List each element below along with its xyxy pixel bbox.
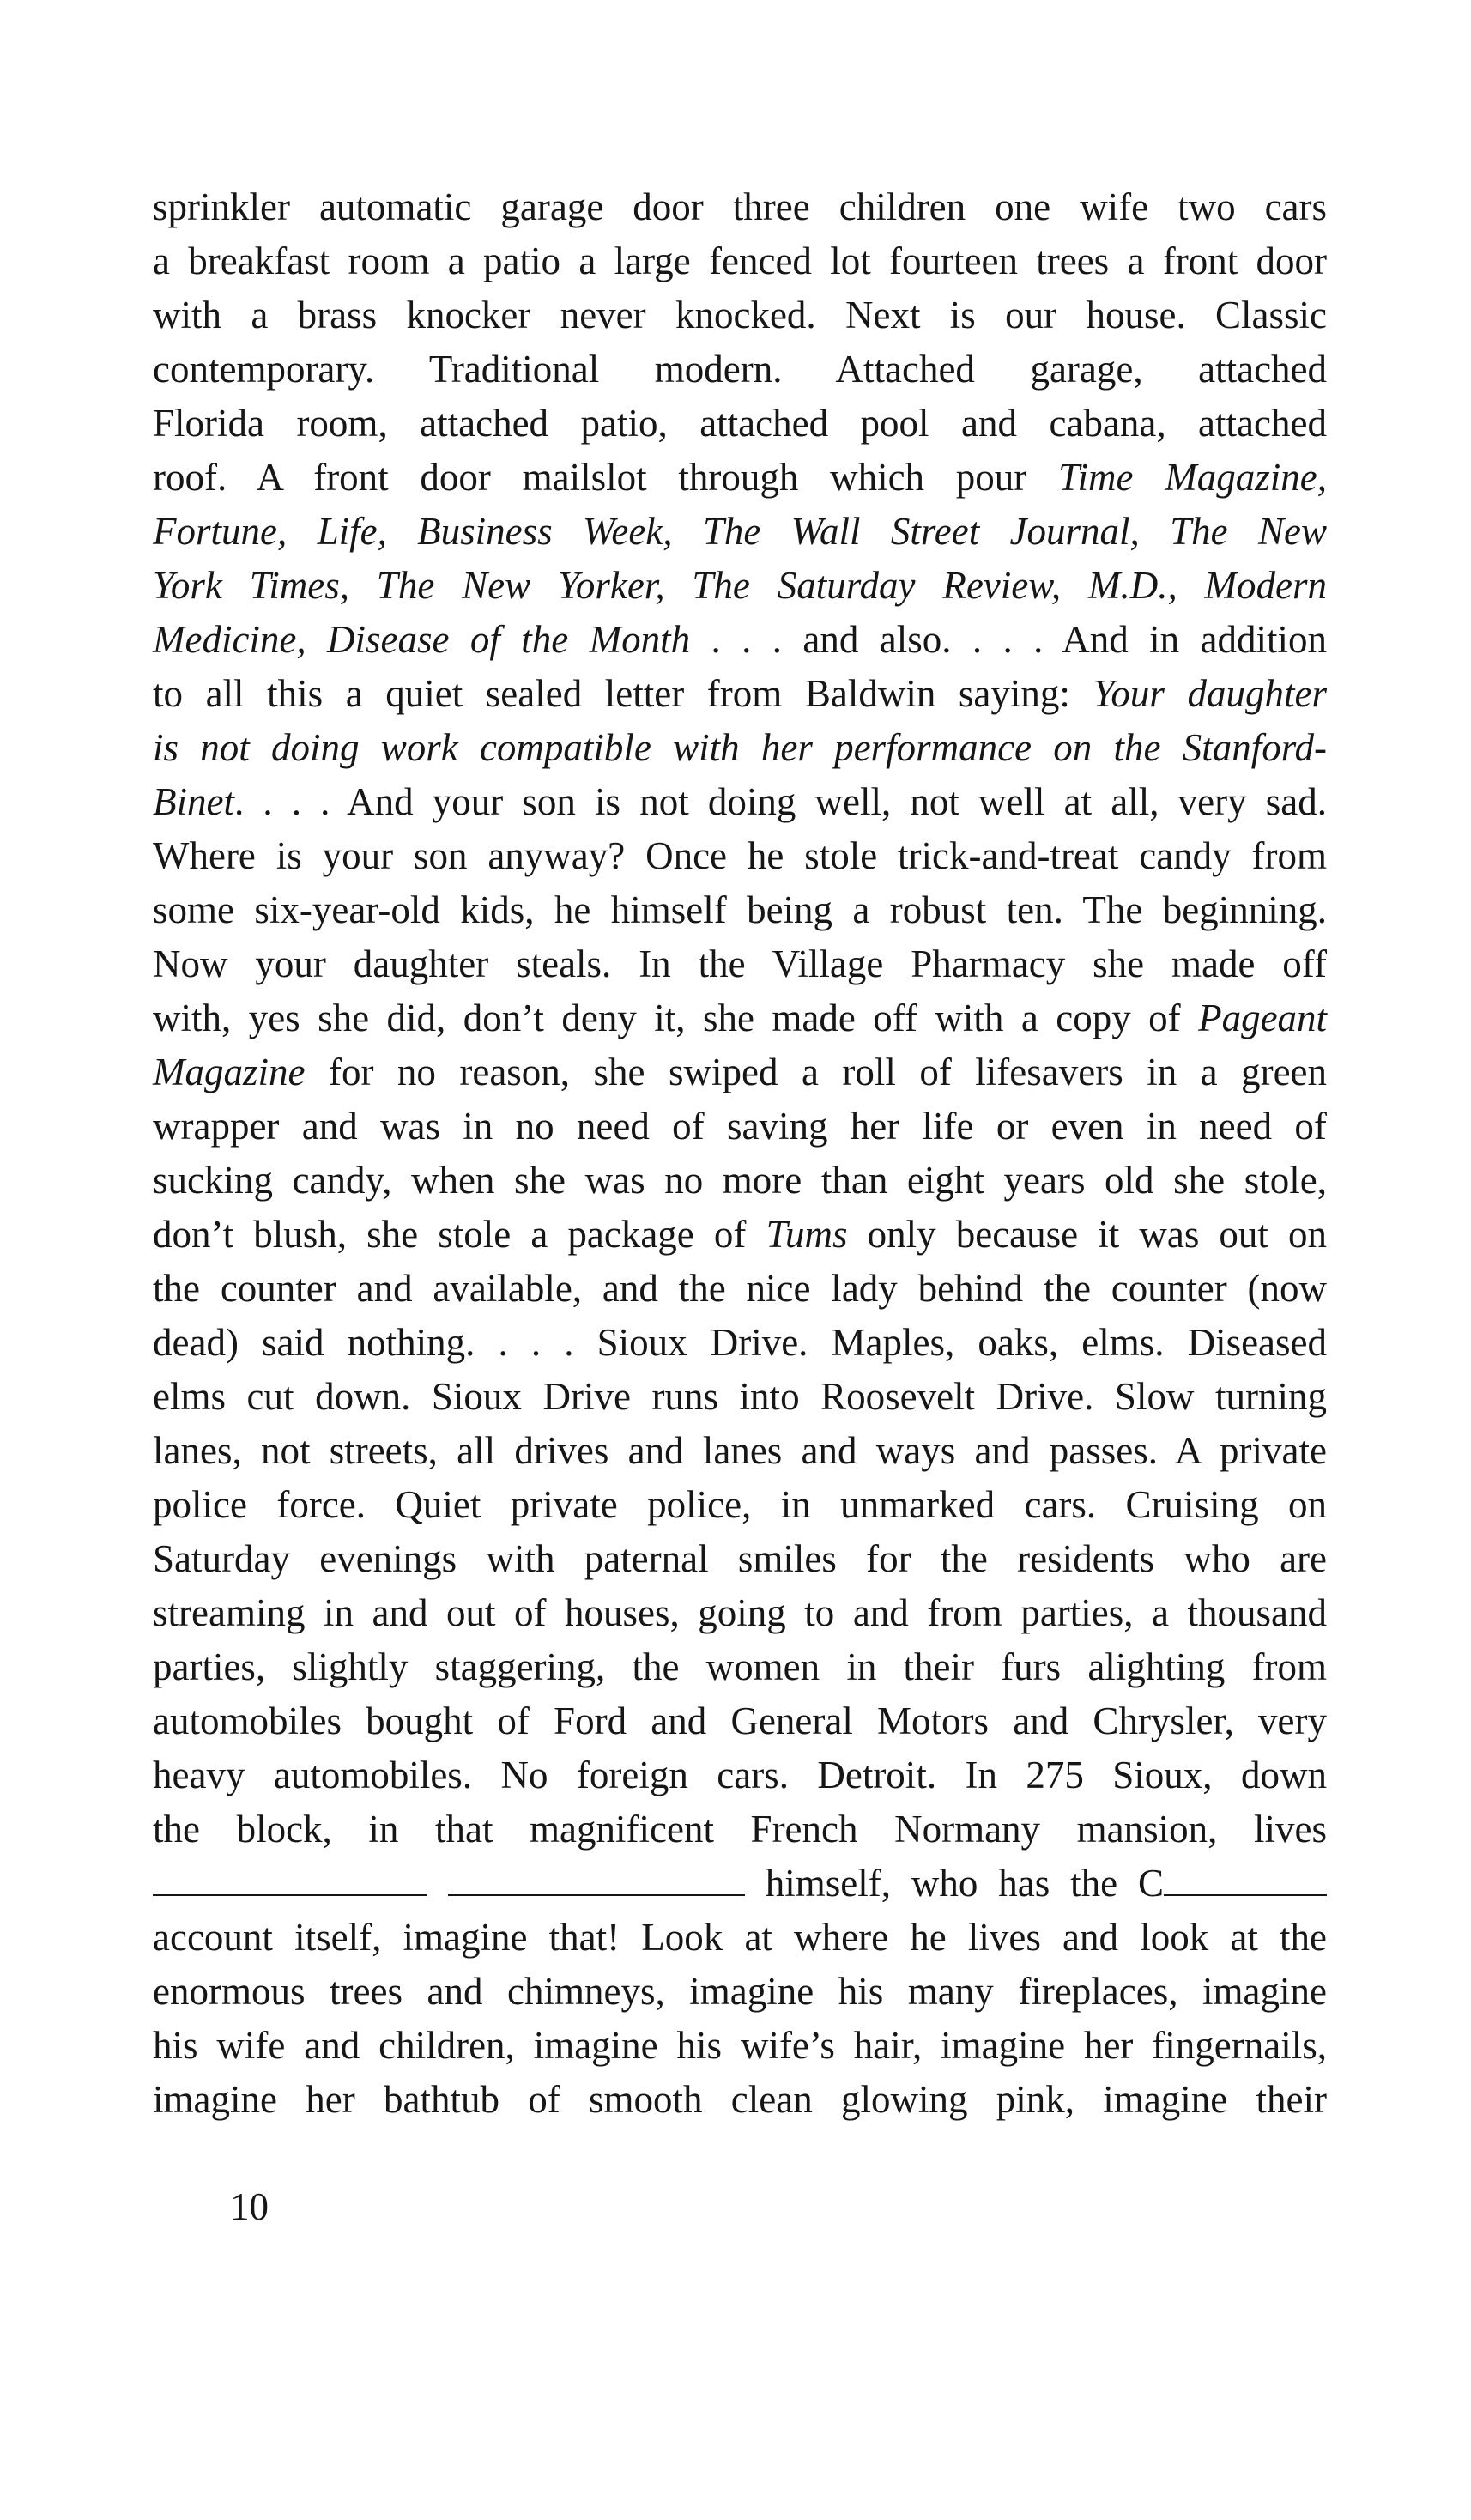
text-line	[153, 1045, 1327, 1099]
text-line	[153, 721, 1327, 775]
body-text	[153, 180, 1327, 2127]
text-line	[153, 1208, 1327, 1262]
text-line	[153, 1099, 1327, 1154]
text-run	[427, 1862, 448, 1905]
text-line	[153, 991, 1327, 1045]
text-line	[153, 1857, 1327, 1911]
italic-text: Tums	[766, 1213, 848, 1256]
text-run: only because it was out on	[847, 1213, 1328, 1256]
text-run: parties, slightly staggering, the women in their furs alighting from	[153, 1645, 1327, 1688]
text-run: with a brass knocker never knocked. Next is our house. Classic	[153, 294, 1328, 336]
text-line	[153, 1478, 1327, 1532]
italic-text: York Times, The New Yorker, The Saturday Review, M.D., Modern	[153, 564, 1328, 607]
text-run: imagine her bathtub of smooth clean glowing pink, imagine their	[153, 2078, 1328, 2121]
text-run: account itself, imagine that! Look at where he lives and look at the	[153, 1916, 1328, 1959]
italic-text: Pageant	[1198, 996, 1328, 1039]
text-run: lanes, not streets, all drives and lanes and ways and passes. A private	[153, 1429, 1327, 1472]
text-line	[153, 2073, 1327, 2127]
text-run: for no reason, she swiped a roll of lifesavers in a green	[305, 1051, 1328, 1093]
text-line	[153, 937, 1327, 991]
text-run: . . . and also. . . . And in addition	[690, 618, 1328, 661]
italic-text: Time Magazine,	[1058, 456, 1327, 499]
text-line	[153, 829, 1327, 883]
text-run: streaming in and out of houses, going to and from parties, a thousand	[153, 1591, 1328, 1634]
text-run: himself, who has the C	[744, 1862, 1164, 1905]
text-run: . . . . And your son is not doing well, not well at all, very sad.	[233, 780, 1328, 823]
text-line	[153, 234, 1327, 288]
italic-text: is not doing work compatible with her performance on the Stanford-	[153, 726, 1328, 769]
redacted-blank	[448, 1869, 745, 1896]
text-line	[153, 1965, 1327, 2019]
text-run: the counter and available, and the nice lady behind the counter (now	[153, 1267, 1328, 1310]
text-line	[153, 2019, 1327, 2073]
text-run: contemporary. Traditional modern. Attached garage, attached	[153, 348, 1328, 391]
text-line	[153, 667, 1327, 721]
text-line	[153, 1694, 1327, 1748]
text-run: roof. A front door mailslot through which pour	[153, 456, 1058, 499]
text-line	[153, 397, 1327, 451]
italic-text: Binet	[153, 780, 234, 823]
italic-text: Magazine	[153, 1051, 306, 1093]
text-run: elms cut down. Sioux Drive runs into Roosevelt Drive. Slow turning	[153, 1375, 1328, 1418]
text-line	[153, 1262, 1327, 1316]
text-run: automobiles bought of Ford and General Motors and Chrysler, very	[153, 1699, 1328, 1742]
text-line	[153, 1370, 1327, 1424]
text-run: Saturday evenings with paternal smiles for the residents who are	[153, 1537, 1328, 1580]
text-run: a breakfast room a patio a large fenced lot fourteen trees a front door	[153, 239, 1328, 282]
text-run: enormous trees and chimneys, imagine his many fireplaces, imagine	[153, 1970, 1327, 2013]
text-run: sprinkler automatic garage door three children one wife two cars	[153, 185, 1328, 228]
text-run: wrapper and was in no need of saving her life or even in need of	[153, 1105, 1327, 1148]
text-run: his wife and children, imagine his wife’s hair, imagine her fingernails,	[153, 2024, 1327, 2067]
text-line	[153, 1316, 1327, 1370]
text-run: to all this a quiet sealed letter from Baldwin saying:	[153, 672, 1093, 715]
text-run: Florida room, attached patio, attached pool and cabana, attached	[153, 402, 1327, 445]
italic-text: Your daughter	[1093, 672, 1327, 715]
text-line	[153, 1586, 1327, 1640]
text-run: some six-year-old kids, he himself being a robust ten. The beginning.	[153, 888, 1327, 931]
text-line	[153, 451, 1327, 505]
text-line	[153, 883, 1327, 937]
text-line	[153, 559, 1327, 613]
text-run: the block, in that magnificent French Normany mansion, lives	[153, 1808, 1327, 1851]
text-line	[153, 342, 1327, 397]
text-line	[153, 288, 1327, 342]
redacted-blank	[153, 1869, 427, 1896]
text-run: sucking candy, when she was no more than eight years old she stole,	[153, 1159, 1327, 1202]
text-run: Where is your son anyway? Once he stole trick-and-treat candy from	[153, 834, 1328, 877]
text-run: don’t blush, she stole a package of	[153, 1213, 766, 1256]
italic-text: Fortune, Life, Business Week, The Wall Street Journal, The New	[153, 510, 1327, 553]
text-line	[153, 1802, 1327, 1857]
text-run: police force. Quiet private police, in unmarked cars. Cruising on	[153, 1483, 1327, 1526]
text-line	[153, 1748, 1327, 1802]
text-line	[153, 1532, 1327, 1586]
text-line	[153, 1640, 1327, 1694]
text-line	[153, 1911, 1327, 1965]
text-run: Now your daughter steals. In the Village Pharmacy she made off	[153, 942, 1327, 985]
text-line	[153, 1154, 1327, 1208]
text-line	[153, 505, 1327, 559]
text-run: with, yes she did, don’t deny it, she made off with a copy of	[153, 996, 1199, 1039]
text-line	[153, 1424, 1327, 1478]
text-line	[153, 180, 1327, 234]
page-number: 10	[230, 2185, 269, 2228]
text-run: dead) said nothing. . . . Sioux Drive. Maples, oaks, elms. Diseased	[153, 1321, 1328, 1364]
redacted-blank	[1164, 1869, 1327, 1896]
italic-text: Medicine, Disease of the Month	[153, 618, 691, 661]
text-line	[153, 613, 1327, 667]
text-line	[153, 775, 1327, 829]
text-run: heavy automobiles. No foreign cars. Detroit. In 275 Sioux, down	[153, 1754, 1327, 1796]
